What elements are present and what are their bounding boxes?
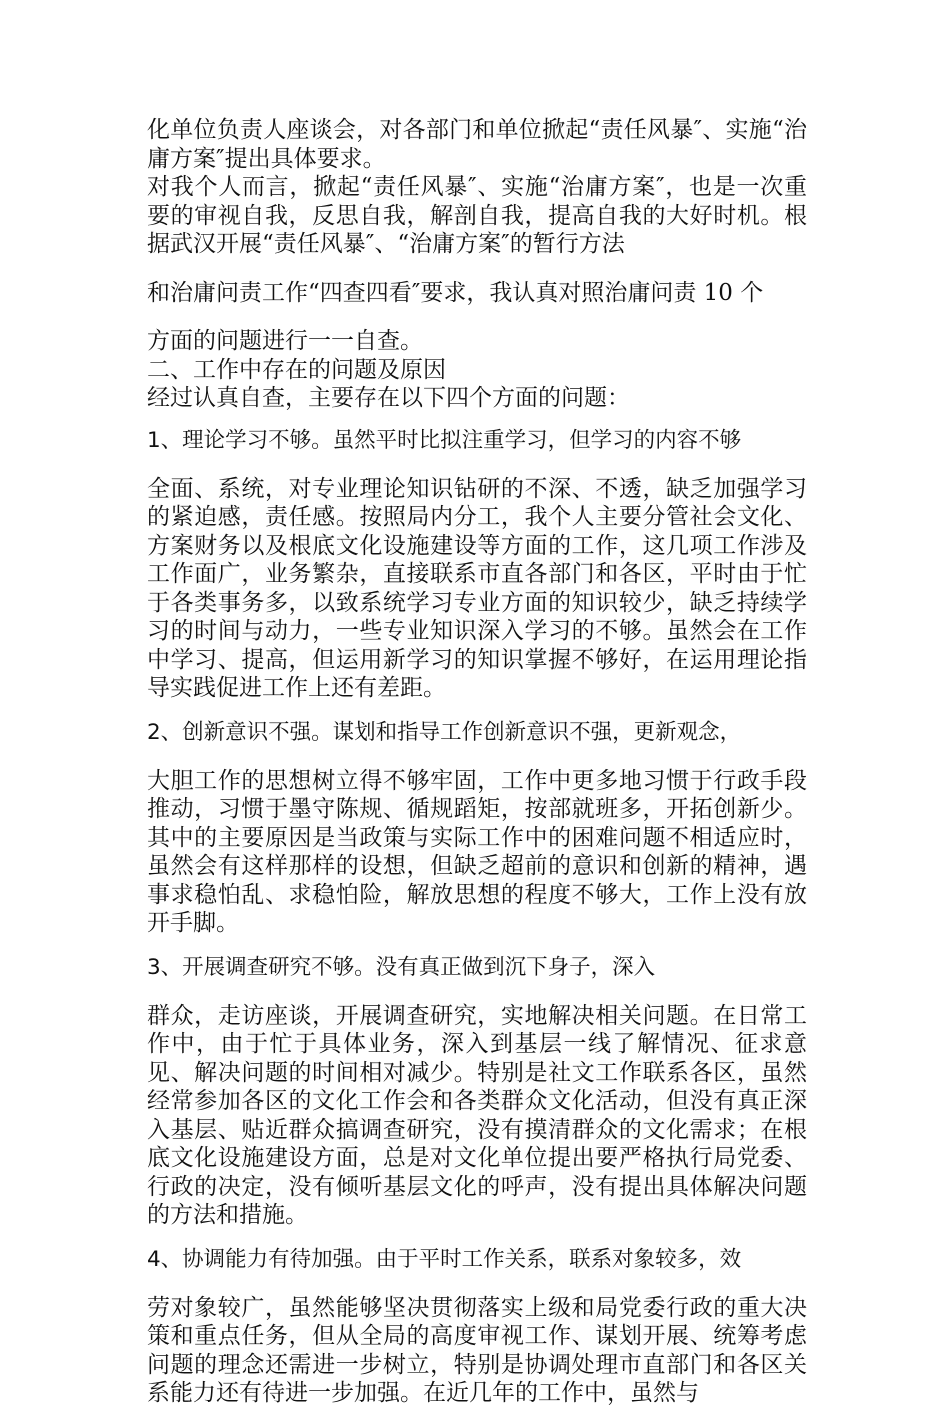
list-item: 3、开展调查研究不够。没有真正做到沉下身子，深入 xyxy=(147,954,656,980)
paragraph: 群众，走访座谈，开展调查研究，实地解决相关问题。在日常工作中，由于忙于具体业务，深入到基层一线了解情况、征求意见、解决问题的时间相对减少。特别是社文工作联系各区，虽然经常参加各区的文化工作会和各类群众文化活动，但没有真正深入基层、贴近群众搞调查研究，没有摸清群众的文化需求；在根底文化设施建设方面，总是对文化单位提出要严格执行局党委、行政的决定，没有倾听基层文化的呼声，没有提出具体解决问题的方法和措施。 xyxy=(147,1002,807,1228)
paragraph: 劳对象较广，虽然能够坚决贯彻落实上级和局党委行政的重大决策和重点任务，但从全局的高度审视工作、谋划开展、统筹考虑问题的理念还需进一步树立，特别是协调处理市直部门和各区关系能力还有待进一步加强。在近几年的工作中，虽然与 xyxy=(147,1294,807,1406)
paragraph: 全面、系统，对专业理论知识钻研的不深、不透，缺乏加强学习的紧迫感，责任感。按照局内分工，我个人主要分管社会文化、方案财务以及根底文化设施建设等方面的工作，这几项工作涉及工作面广，业务繁杂，直接联系市直各部门和各区，平时由于忙于各类事务多，以致系统学习专业方面的知识较少，缺乏持续学习的时间与动力，一些专业知识深入学习的不够。虽然会在工作中学习、提高，但运用新学习的知识掌握不够好，在运用理论指导实践促进工作上还有差距。 xyxy=(147,475,807,701)
paragraph: 化单位负责人座谈会，对各部门和单位掀起“责任风暴″、实施“治庸方案″提出具体要求。 xyxy=(147,117,807,172)
paragraph: 大胆工作的思想树立得不够牢固，工作中更多地习惯于行政手段推动，习惯于墨守陈规、循规蹈矩，按部就班多，开拓创新少。其中的主要原因是当政策与实际工作中的困难问题不相适应时，虽然会有这样那样的设想，但缺乏超前的意识和创新的精神，遇事求稳怕乱、求稳怕险，解放思想的程度不够大，工作上没有放开手脚。 xyxy=(147,767,807,936)
paragraph: 和治庸问责工作“四查四看″要求，我认真对照治庸问责 10 个 xyxy=(147,279,764,306)
paragraph: 方面的问题进行一一自查。 xyxy=(147,328,423,354)
list-item: 1、理论学习不够。虽然平时比拟注重学习，但学习的内容不够 xyxy=(147,427,742,453)
list-item: 4、协调能力有待加强。由于平时工作关系，联系对象较多，效 xyxy=(147,1246,742,1272)
paragraph: 经过认真自查，主要存在以下四个方面的问题： xyxy=(147,385,630,411)
section-heading: 二、工作中存在的问题及原因 xyxy=(147,356,446,383)
list-item: 2、创新意识不强。谋划和指导工作创新意识不强，更新观念， xyxy=(147,719,742,745)
paragraph: 对我个人而言，掀起“责任风暴″、实施“治庸方案″，也是一次重要的审视自我，反思自我，解剖自我，提高自我的大好时机。根据武汉开展“责任风暴″、“治庸方案″的暂行方法 xyxy=(147,174,807,257)
document-page xyxy=(147,116,807,1408)
